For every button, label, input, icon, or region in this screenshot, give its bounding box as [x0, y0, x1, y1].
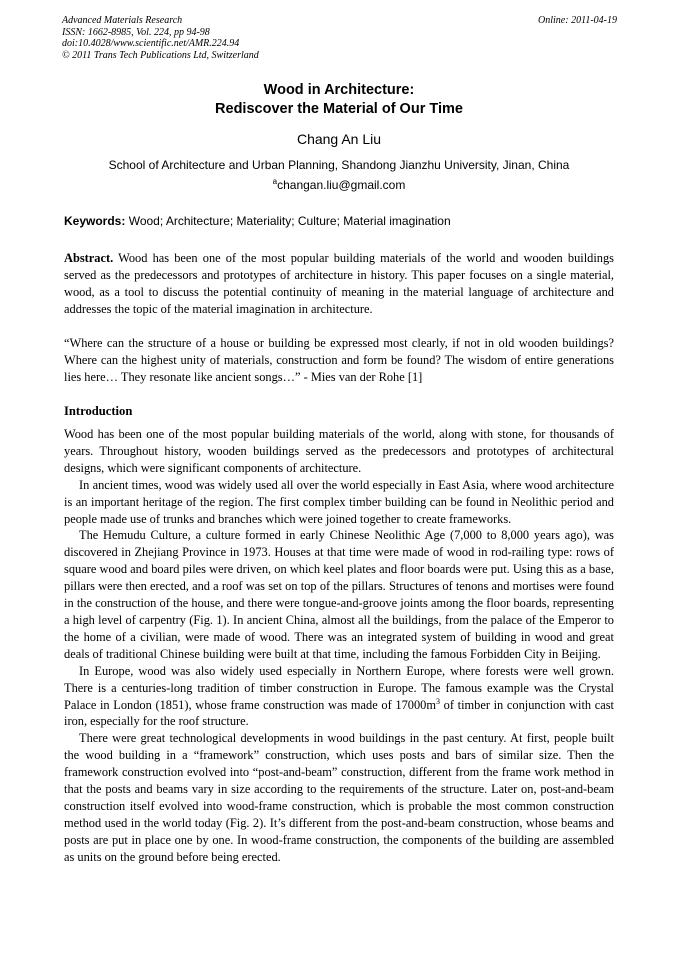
online-date: Online: 2011-04-19	[538, 15, 617, 26]
email-address: changan.liu@gmail.com	[277, 178, 406, 192]
author-name: Chang An Liu	[296, 131, 382, 147]
epigraph-quote	[64, 335, 614, 386]
copyright-line: © 2011 Trans Tech Publications Ltd, Switzerland	[62, 49, 259, 61]
quote-text: “Where can the structure of a house or building be expressed most clearly, if not in old wooden buildings? Where can the highest unity of materials, construction and form be found? The wisdom of entire generations lies here… They resonate like ancient songs…” - Mies van der Rohe [1]	[64, 336, 614, 384]
keywords-label: Keywords:	[64, 214, 126, 228]
abstract	[64, 250, 614, 318]
author-email	[0, 177, 678, 192]
keywords-text: Wood; Architecture; Materiality; Culture; Material imagination	[128, 214, 451, 228]
doi-line: doi:10.4028/www.scientific.net/AMR.224.94	[62, 38, 240, 49]
paragraph: The Hemudu Culture, a culture formed in early Chinese Neolithic Age (7,000 to 8,000 years ago), was discovered in Zhejiang Province in 1973. Houses at that time were made of wood in rod-railing type: rows of square wood and board piles were driven, on which keel plates and floor boards were put. Using this as a base, pillars were then erected, and a roof was set on top of the pillars. Structures of tenons and mortises were found in the construction of the house, and there were tongue-and-groove joints among the floor boards, representing a high level of carpentry (Fig. 1). In ancient China, almost all the buildings, from the palace of the Emperor to the home of a civilian, were made of wood. There was an integrated system of building in wood and great deals of traditional Chinese building were built at that time, including the famous Forbidden City in Beijing.	[64, 528, 614, 661]
paragraph	[64, 663, 614, 731]
email-marker: a	[272, 177, 278, 186]
abstract-label: Abstract.	[64, 251, 114, 265]
keywords	[64, 214, 618, 228]
abstract-text: Wood has been one of the most popular building materials of the world and wooden buildings served as the predecessors and prototypes of architecture in history. This paper focuses on a single material, wood, as a tool to discuss the potential continuity of meaning in the material language of architecture and addresses the topic of the material imagination in architecture.	[64, 251, 614, 316]
author-affiliation: School of Architecture and Urban Planning, Shandong Jianzhu University, Jinan, China	[108, 158, 570, 172]
issn-line: ISSN: 1662-8985, Vol. 224, pp 94-98	[62, 26, 210, 38]
paragraph: In ancient times, wood was widely used all over the world especially in East Asia, where wood architecture is an important heritage of the region. The first complex timber building can be found in Neolithic period and people made use of trunks and branches which were joined together to create frameworks.	[64, 477, 614, 526]
paragraph-text: of timber in conjunction with cast iron, especially for the roof structure.	[64, 697, 614, 729]
paper-title-line-1: Wood in Architecture:	[263, 82, 415, 98]
superscript: 3	[436, 696, 440, 706]
paper-title-line-2: Rediscover the Material of Our Time	[215, 101, 463, 117]
journal-name: Advanced Materials Research	[62, 15, 183, 26]
paragraph: There were great technological developments in wood buildings in the past century. At first, people built the wood building in a “framework” construction, which uses posts and bars of similar size. Then the framework construction evolved into “post-and-beam” construction, different from the frame work method in that the posts and beams vary in size according to the requirements of the structure. Later on, post-and-beam construction itself evolved into wood-frame construction, which is probable the most common construction method used in the world today (Fig. 2). It’s different from the post-and-beam construction, whose beams and posts are put in place one by one. In wood-frame construction, the components of the building are assembled as units on the ground before being erected.	[64, 731, 614, 864]
introduction-body	[64, 426, 614, 866]
paragraph-text: In Europe, wood was also widely used especially in Northern Europe, where forests were well grown. There is a centuries-long tradition of timber construction in Europe. The famous example was the Crystal Palace in London (1851), whose frame construction was made of 17000m	[64, 663, 614, 712]
journal-header	[62, 15, 617, 61]
paragraph: Wood has been one of the most popular building materials of the world, along with stone, for thousands of years. Throughout history, wooden buildings served as the predecessors and prototypes of architectural designs, which were significant components of architecture.	[64, 427, 614, 475]
section-heading-introduction: Introduction	[64, 404, 133, 418]
